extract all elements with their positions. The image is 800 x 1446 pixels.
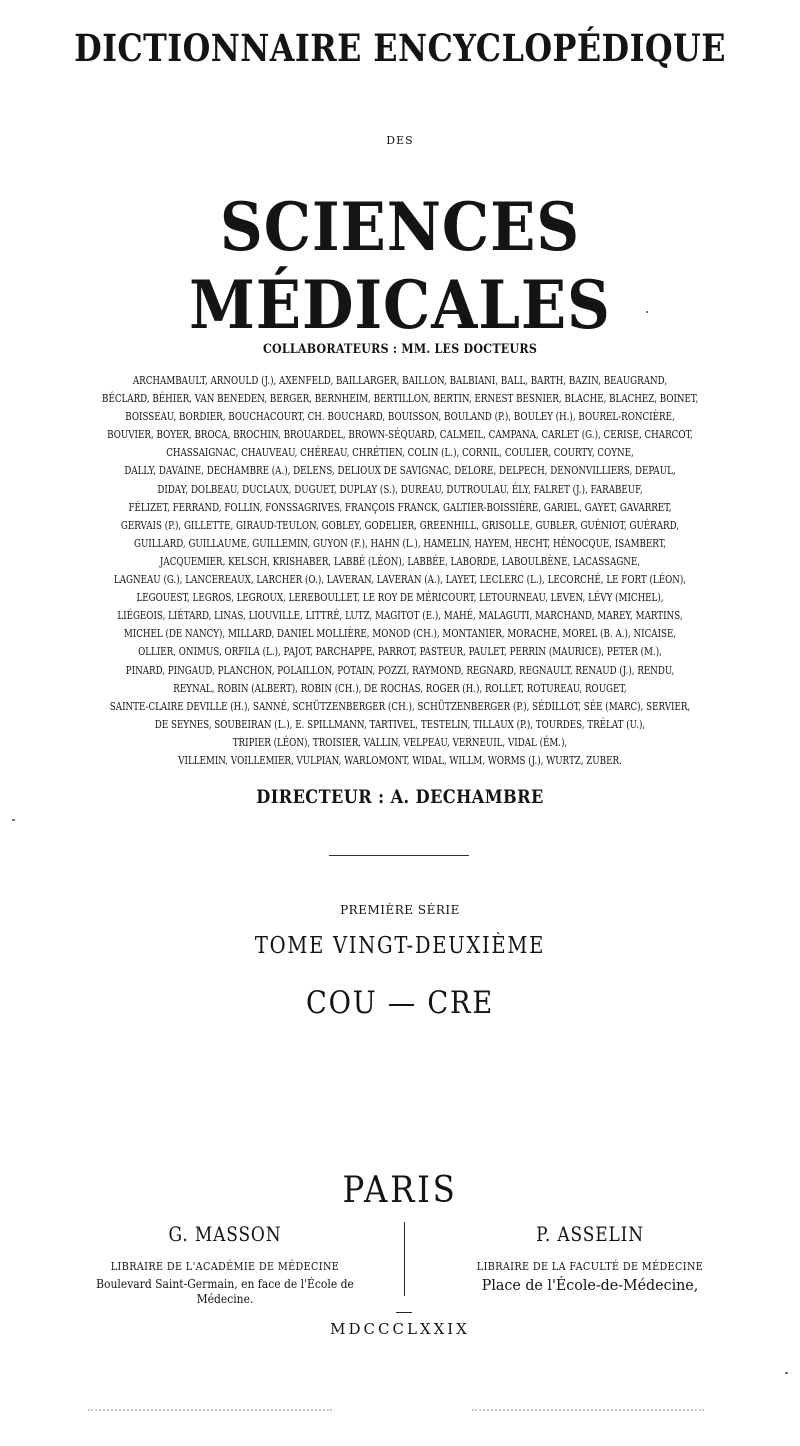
- publisher-right-role: LIBRAIRE DE LA FACULTÉ DE MÉDECINE: [476, 1260, 704, 1273]
- collaborator-line: TRIPIER (LÉON), TROISIER, VALLIN, VELPEAU, VERNEUIL, VIDAL (ÉM.),: [232, 735, 568, 749]
- collaborator-line: OLLIER, ONIMUS, ORFILA (L.), PAJOT, PARCHAPPE, PARROT, PASTEUR, PAULET, PERRIN (MAURICE), PETER (M.),: [138, 645, 662, 659]
- publisher-divider: [404, 1222, 405, 1296]
- bleed-through-left: [88, 1409, 332, 1413]
- collaborator-line: GERVAIS (P.), GILLETTE, GIRAUD-TEULON, GOBLEY, GODELIER, GREENHILL, GRISOLLE, GUBLER, GUÉNIOT, GUÉRARD,: [120, 518, 680, 532]
- publisher-left-name: G. MASSON: [168, 1222, 282, 1246]
- directeur: DIRECTEUR : A. DECHAMBRE: [256, 786, 544, 808]
- collaborator-line: DE SEYNES, SOUBEIRAN (L.), E. SPILLMANN, TARTIVEL, TESTELIN, TILLAUX (P.), TOURDES, TRÉLAT (U.),: [154, 717, 646, 731]
- collaborator-line: DALLY, DAVAINE, DECHAMBRE (A.), DELENS, DELIOUX DE SAVIGNAC, DELORE, DELPECH, DENONVILLIERS, DEPAUL,: [124, 464, 676, 478]
- title-line-2: SCIENCES MÉDICALES: [189, 188, 611, 344]
- publication-year: MDCCCLXXIX: [330, 1320, 470, 1338]
- margin-speck: [785, 1372, 788, 1374]
- title-des: DES: [386, 134, 414, 147]
- collaborator-line: JACQUEMIER, KELSCH, KRISHABER, LABBÉ (LÉON), LABBÉE, LABORDE, LABOULBÈNE, LACASSAGNE,: [159, 554, 641, 568]
- collaborator-line: DIDAY, DOLBEAU, DUCLAUX, DUGUET, DUPLAY (S.), DUREAU, DUTROULAU, ÉLY, FALRET (J.), FARABEUF,: [157, 482, 643, 496]
- collaborator-line: PINARD, PINGAUD, PLANCHON, POLAILLON, POTAIN, POZZI, RAYMOND, REGNARD, REGNAULT, RENAUD (J.), RENDU,: [125, 663, 675, 677]
- bleed-through-right: [472, 1409, 704, 1413]
- publisher-left-role: LIBRAIRE DE L'ACADÉMIE DE MÉDECINE: [110, 1260, 340, 1273]
- margin-speck: [646, 311, 648, 313]
- collaborator-line: REYNAL, ROBIN (ALBERT), ROBIN (CH.), DE ROCHAS, ROGER (H.), ROLLET, ROTUREAU, ROUGET,: [173, 681, 627, 695]
- collaborateurs-heading: COLLABORATEURS : MM. LES DOCTEURS: [262, 342, 538, 357]
- collaborator-line: LIÉGEOIS, LIÉTARD, LINAS, LIOUVILLE, LITTRÉ, LUTZ, MAGITOT (E.), MAHÉ, MALAGUTI, MARCHAND, MAREY, MARTINS,: [117, 609, 683, 623]
- margin-speck: [12, 819, 15, 821]
- year-rule: [396, 1312, 412, 1313]
- publisher-right: [420, 1222, 760, 1294]
- publisher-right-address: Place de l'École-de-Médecine,: [481, 1276, 699, 1294]
- tome: TOME VINGT-DEUXIÈME: [254, 933, 546, 959]
- collaborator-line: LAGNEAU (G.), LANCEREAUX, LARCHER (O.), LAVERAN, LAVERAN (A.), LAYET, LECLERC (L.), LECORCHÉ, LE FORT (LÉON),: [113, 573, 687, 587]
- publisher-left: [60, 1222, 390, 1306]
- volume-range: COU — CRE: [305, 985, 495, 1021]
- collaborator-line: MICHEL (DE NANCY), MILLARD, DANIEL MOLLIÈRE, MONOD (CH.), MONTANIER, MORACHE, MOREL (B. A.), NICAISE,: [123, 627, 677, 641]
- ornamental-rule: [329, 855, 469, 856]
- collaborator-line: FÉLIZET, FERRAND, FOLLIN, FONSSAGRIVES, FRANÇOIS FRANCK, GALTIER-BOISSIÈRE, GARIEL, GAYET, GAVARRET,: [128, 500, 672, 514]
- city: PARIS: [342, 1170, 458, 1211]
- publisher-right-name: P. ASSELIN: [536, 1222, 644, 1246]
- collaborator-line: CHASSAIGNAC, CHAUVEAU, CHÉREAU, CHRÉTIEN, COLIN (L.), CORNIL, COULIER, COURTY, COYNE,: [166, 446, 634, 460]
- collaborator-line: SAINTE-CLAIRE DEVILLE (H.), SANNÉ, SCHÜTZENBERGER (CH.), SCHÜTZENBERGER (P.), SÉDILLOT, SÉE (MARC), SERVIER,: [109, 699, 691, 713]
- collaborator-line: BOISSEAU, BORDIER, BOUCHACOURT, CH. BOUCHARD, BOUISSON, BOULAND (P.), BOULEY (H.), BOUREL-RONCIÈRE,: [125, 410, 675, 424]
- collaborator-line: ARCHAMBAULT, ARNOULD (J.), AXENFELD, BAILLARGER, BAILLON, BALBIANI, BALL, BARTH, BAZIN, BEAUGRAND,: [132, 374, 668, 387]
- collaborator-line: BÉCLARD, BÉHIER, VAN BENEDEN, BERGER, BERNHEIM, BERTILLON, BERTIN, ERNEST BESNIER, BLACHE, BLACHEZ, BOINET,: [102, 392, 699, 406]
- publisher-left-address: Boulevard Saint-Germain, en face de l'École de Médecine.: [96, 1276, 354, 1306]
- collaborator-line: LEGOUEST, LEGROS, LEGROUX, LEREBOULLET, LE ROY DE MÉRICOURT, LETOURNEAU, LEVEN, LÉVY (MICHEL),: [136, 591, 664, 605]
- title-line-1: DICTIONNAIRE ENCYCLOPÉDIQUE: [74, 26, 726, 70]
- collaborator-line: BOUVIER, BOYER, BROCA, BROCHIN, BROUARDEL, BROWN-SÉQUARD, CALMEIL, CAMPANA, CARLET (G.), CERISE, CHARCOT,: [107, 428, 693, 442]
- collaborator-list: [18, 372, 782, 770]
- collaborator-line: VILLEMIN, VOILLEMIER, VULPIAN, WARLOMONT, WIDAL, WILLM, WORMS (J.), WURTZ, ZUBER.: [178, 753, 622, 767]
- serie: PREMIÈRE SÉRIE: [340, 903, 460, 917]
- collaborator-line: GUILLARD, GUILLAUME, GUILLEMIN, GUYON (F.), HAHN (L.), HAMELIN, HAYEM, HECHT, HÉNOCQUE, ISAMBERT,: [133, 536, 667, 550]
